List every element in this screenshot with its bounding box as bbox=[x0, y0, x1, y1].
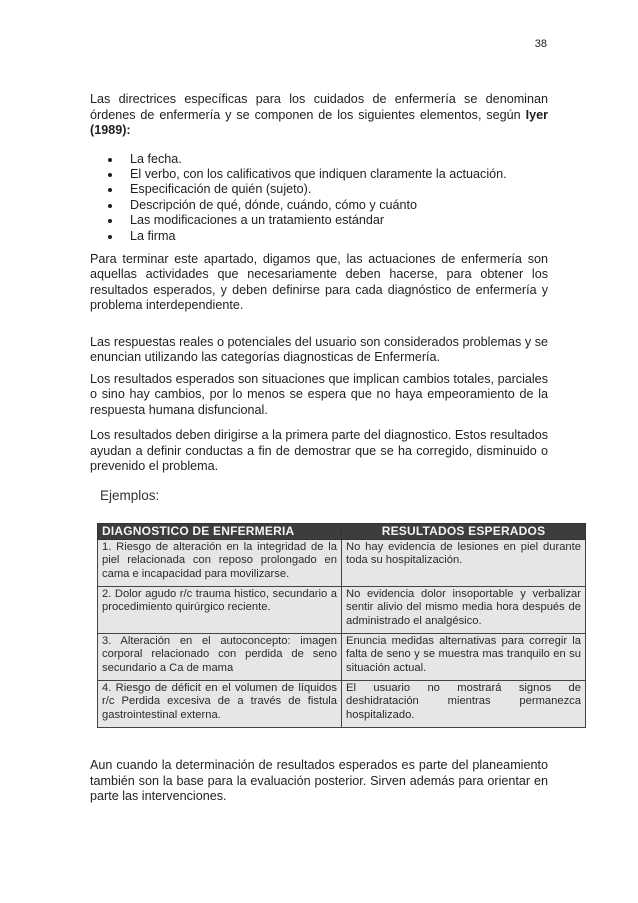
header-resultados: RESULTADOS ESPERADOS bbox=[342, 524, 586, 540]
cell-diagnostico: 4. Riesgo de déficit en el volumen de líquidos r/c Perdida excesiva de a través de fistula gastrointestinal externa. bbox=[98, 681, 342, 728]
paragraph-resultados-esperados: Los resultados esperados son situaciones que implican cambios totales, parciales o sino hay cambios, por lo menos se espera que no haya empeoramiento de la respuesta humana disfuncional. bbox=[90, 371, 548, 417]
cell-resultado: Enuncia medidas alternativas para corregir la falta de seno y se muestra mas tranquilo en su situación actual. bbox=[342, 634, 586, 681]
table-header-row bbox=[98, 524, 586, 540]
cell-diagnostico: 1. Riesgo de alteración en la integridad de la piel relacionada con reposo prolongado en cama e incapacidad para movilizarse. bbox=[98, 540, 342, 587]
table-row bbox=[98, 634, 586, 681]
cell-resultado: No evidencia dolor insoportable y verbalizar sentir alivio del mismo media hora después de administrado el analgésico. bbox=[342, 587, 586, 634]
examples-title: Ejemplos: bbox=[100, 488, 160, 503]
cell-resultado: No hay evidencia de lesiones en piel durante toda su hospitalización. bbox=[342, 540, 586, 587]
table-row bbox=[98, 587, 586, 634]
intro-reference: Iyer (1989): bbox=[90, 107, 548, 137]
paragraph-respuestas: Las respuestas reales o potenciales del usuario son considerados problemas y se enuncian utilizando las categorías diagnosticas de Enfermería. bbox=[90, 334, 548, 365]
examples-figure bbox=[97, 488, 586, 728]
list-item: La firma bbox=[90, 229, 548, 244]
header-diagnostico: DIAGNOSTICO DE ENFERMERIA bbox=[98, 524, 342, 540]
list-item: La fecha. bbox=[90, 152, 548, 167]
list-item: Descripción de qué, dónde, cuándo, cómo y cuánto bbox=[90, 198, 548, 213]
examples-table bbox=[97, 523, 586, 728]
cell-diagnostico: 2. Dolor agudo r/c trauma histico, secundario a procedimiento quirúrgico reciente. bbox=[98, 587, 342, 634]
intro-paragraph bbox=[90, 92, 548, 139]
paragraph-planeamiento: Aun cuando la determinación de resultados esperados es parte del planeamiento también son la base para la evaluación posterior. Sirven además para orientar en parte las intervenciones. bbox=[90, 758, 548, 803]
paragraph-actuaciones: Para terminar este apartado, digamos que, las actuaciones de enfermería son aquellas actividades que necesariamente deben hacerse, para obtener los resultados esperados, y deben definirse para cada diagnóstico de enfermería y problema interdependiente. bbox=[90, 251, 548, 313]
elements-list bbox=[90, 152, 548, 244]
paragraph-resultados-dirigirse: Los resultados deben dirigirse a la primera parte del diagnostico. Estos resultados ayudan a definir conductas a fin de demostrar que se ha corregido, disminuido o prevenido el problema. bbox=[90, 428, 548, 474]
intro-text: Las directrices específicas para los cuidados de enfermería se denominan órdenes de enfermería y se componen de los siguientes elementos, según bbox=[90, 92, 548, 122]
list-item: Especificación de quién (sujeto). bbox=[90, 182, 548, 197]
page-number: 38 bbox=[534, 38, 547, 50]
list-item: Las modificaciones a un tratamiento estándar bbox=[90, 213, 548, 228]
cell-resultado: El usuario no mostrará signos de deshidratación mientras permanezca hospitalizado. bbox=[342, 681, 586, 728]
table-row bbox=[98, 681, 586, 728]
table-row bbox=[98, 540, 586, 587]
list-item: El verbo, con los calificativos que indiquen claramente la actuación. bbox=[90, 167, 548, 182]
cell-diagnostico: 3. Alteración en el autoconcepto: imagen corporal relacionado con perdida de seno secundario a Ca de mama bbox=[98, 634, 342, 681]
main-text bbox=[90, 92, 548, 475]
